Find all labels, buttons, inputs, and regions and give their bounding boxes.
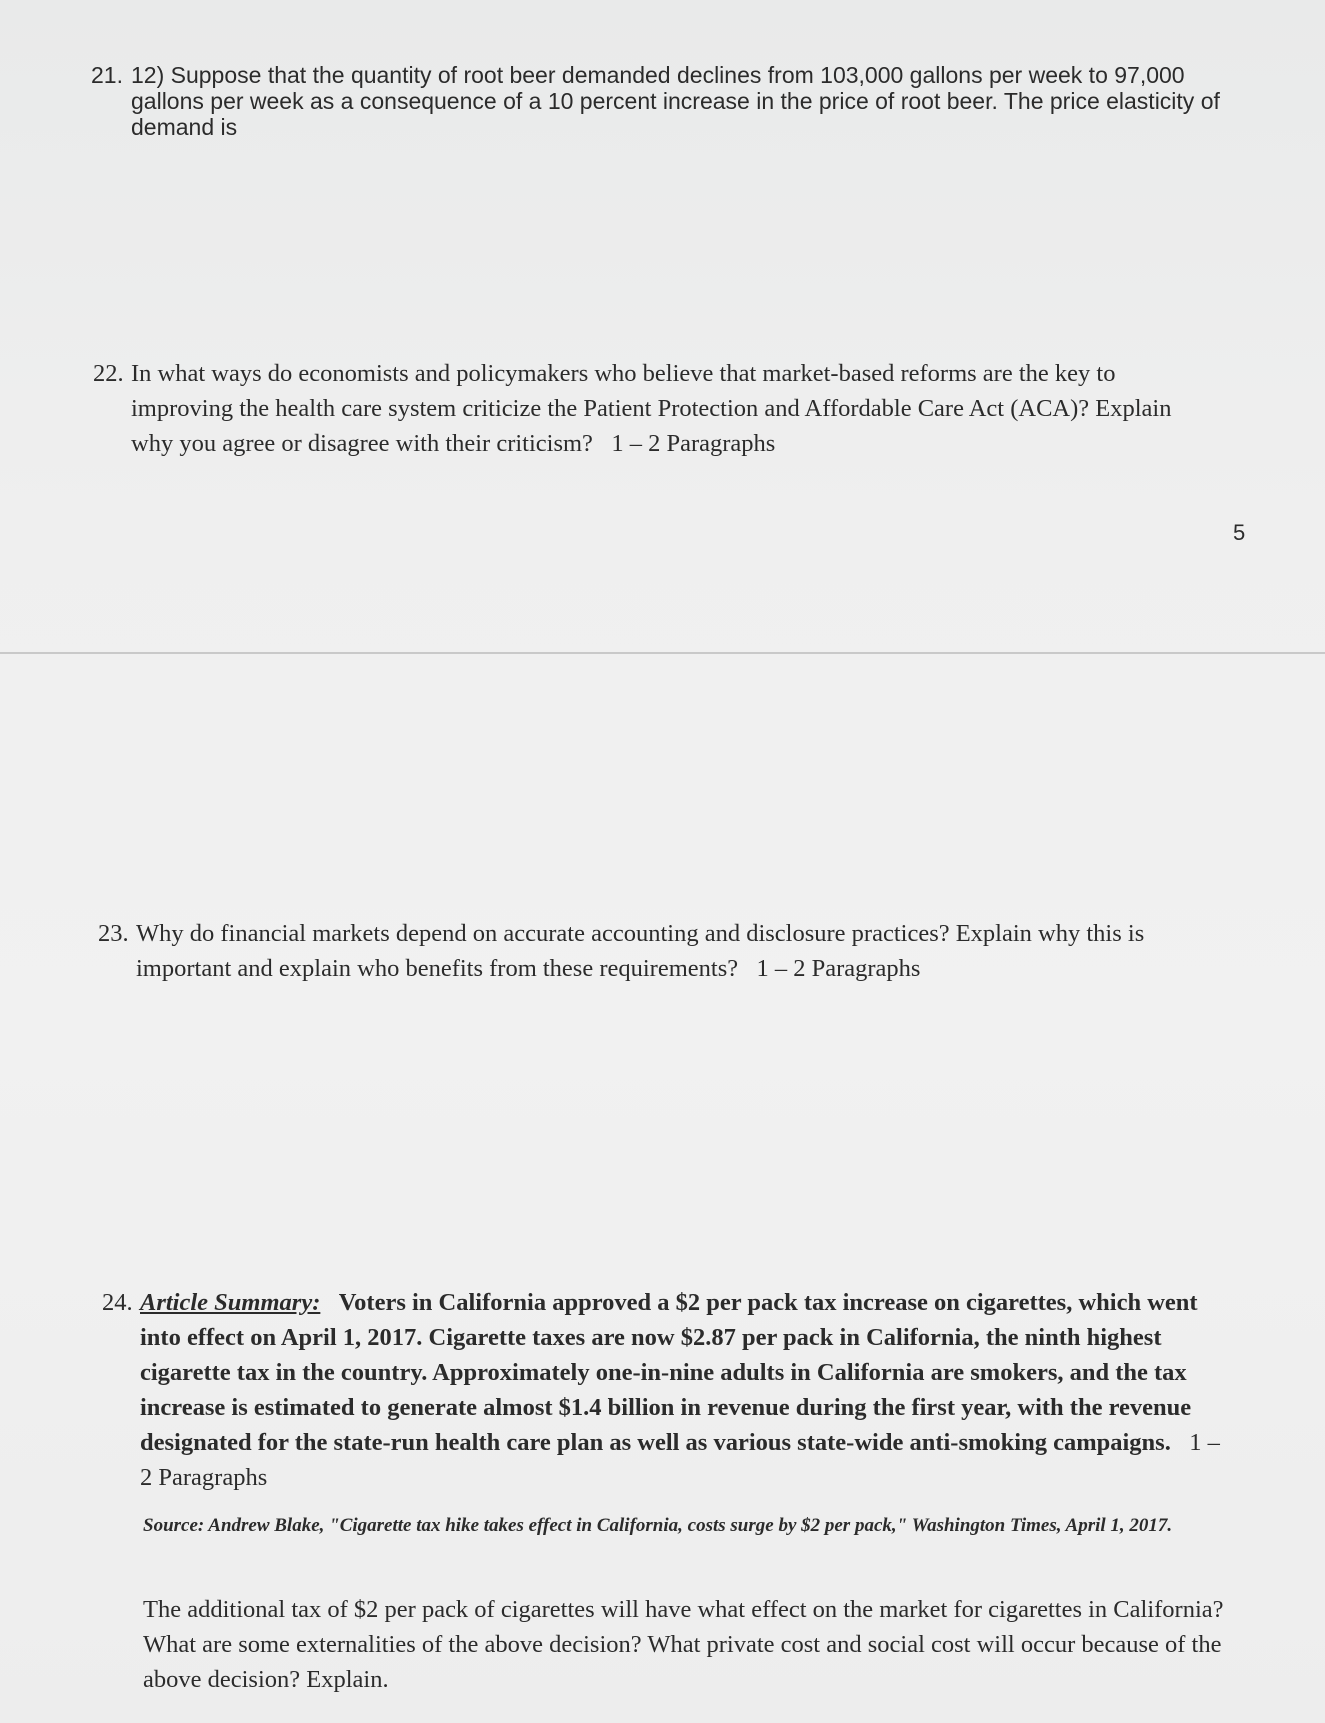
question-24-number: 24. xyxy=(102,1289,133,1316)
page-divider xyxy=(0,652,1325,654)
article-source: Source: Andrew Blake, "Cigarette tax hike takes effect in California, costs surge by $2 per pack," Washington Times, April 1, 2017. xyxy=(143,1515,1173,1536)
question-23-length: 1 – 2 Paragraphs xyxy=(756,955,921,982)
question-22 xyxy=(93,356,1223,461)
question-22-text: In what ways do economists and policymakers who believe that market-based reforms are the key to improving the health care system criticize the Patient Protection and Affordable Care Act (ACA)? Explain why you agree or disagree with their criticism? xyxy=(131,360,1172,457)
question-23 xyxy=(98,916,1238,986)
question-21-number: 21. xyxy=(91,62,123,88)
page-number: 5 xyxy=(1233,520,1246,545)
question-22-number: 22. xyxy=(93,360,124,387)
question-21 xyxy=(91,62,1261,140)
question-24-length: 1 – 2 Paragraphs xyxy=(140,1429,1220,1491)
question-21-text: 12) Suppose that the quantity of root beer demanded declines from 103,000 gallons per week to 97,000 gallons per week as a consequence of a 10 percent increase in the price of root beer. The price elasticity of demand is xyxy=(131,62,1220,140)
article-summary-text: Voters in California approved a $2 per pack tax increase on cigarettes, which went into effect on April 1, 2017. Cigarette taxes are now $2.87 per pack in California, the ninth highest cigarette tax in the country. Approximately one-in-nine adults in California are smokers, and the tax increase is estimated to generate almost $1.4 billion in revenue during the first year, with the revenue designated for the state-run health care plan as well as various state-wide anti-smoking campaigns. xyxy=(140,1289,1198,1456)
question-24-followup: The additional tax of $2 per pack of cigarettes will have what effect on the market for cigarettes in California? What are some externalities of the above decision? What private cost and social cost will occur because of the above decision? Explain. xyxy=(143,1596,1224,1693)
article-summary-label: Article Summary: xyxy=(140,1289,321,1316)
question-23-number: 23. xyxy=(98,920,129,947)
question-23-text: Why do financial markets depend on accurate accounting and disclosure practices? Explain why this is important and explain who benefits from these requirements? xyxy=(136,920,1145,982)
question-22-length: 1 – 2 Paragraphs xyxy=(611,430,776,457)
question-24 xyxy=(102,1285,1232,1495)
